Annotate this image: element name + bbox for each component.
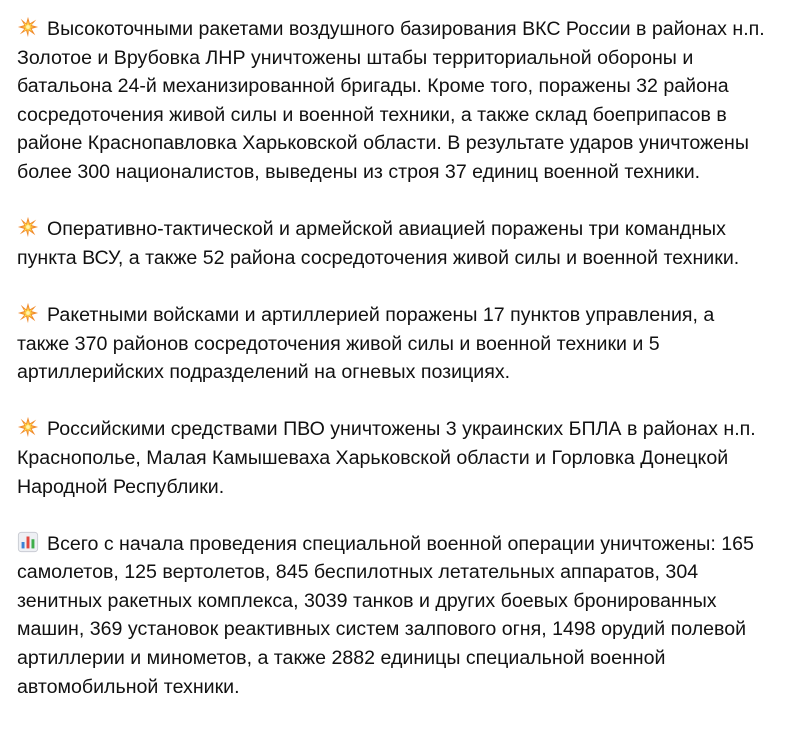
paragraph-line: машин, 369 установок реактивных систем залпового огня, 1498 орудий полевой bbox=[17, 618, 747, 641]
paragraph-line: Золотое и Врубовка ЛНР уничтожены штабы территориальной обороны и bbox=[17, 46, 694, 69]
paragraph-line: также 370 районов сосредоточения живой силы и военной техники и 5 bbox=[17, 332, 660, 355]
paragraph-4 bbox=[17, 415, 788, 501]
line-text: Высокоточными ракетами воздушного базирования ВКС России в районах н.п. bbox=[47, 18, 765, 40]
paragraph-line: пункта ВСУ, а также 52 района сосредоточения живой силы и военной техники. bbox=[17, 246, 740, 269]
paragraph-line bbox=[17, 415, 788, 444]
paragraph-line bbox=[17, 15, 788, 44]
bar-chart-icon bbox=[17, 531, 39, 553]
paragraph-line: самолетов, 125 вертолетов, 845 беспилотных летательных аппаратов, 304 bbox=[17, 561, 699, 584]
paragraph-line: зенитных ракетных комплекса, 3039 танков и других боевых бронированных bbox=[17, 589, 717, 612]
paragraph-line: районе Краснопавловка Харьковской области. В результате ударов уничтожены bbox=[17, 132, 749, 155]
paragraph-line: автомобильной техники. bbox=[17, 675, 240, 698]
paragraph-line: батальона 24-й механизированной бригады. Кроме того, поражены 32 района bbox=[17, 75, 729, 98]
paragraph-line: сосредоточения живой силы и военной техники, а также склад боеприпасов в bbox=[17, 103, 727, 126]
paragraph-3 bbox=[17, 301, 788, 387]
collision-icon bbox=[17, 16, 39, 38]
paragraph-line: артиллерийских подразделений на огневых позициях. bbox=[17, 361, 511, 384]
paragraph-1 bbox=[17, 15, 788, 187]
line-text: Российскими средствами ПВО уничтожены 3 украинских БПЛА в районах н.п. bbox=[47, 418, 756, 441]
paragraph-line bbox=[17, 215, 788, 244]
paragraph-line: артиллерии и минометов, а также 2882 единицы специальной военной bbox=[17, 647, 666, 670]
line-text: Всего с начала проведения специальной военной операции уничтожены: 165 bbox=[47, 532, 754, 555]
paragraph-line bbox=[17, 301, 788, 330]
paragraph-2 bbox=[17, 215, 788, 272]
collision-icon bbox=[17, 216, 39, 238]
paragraph-5 bbox=[17, 530, 788, 702]
paragraph-line: Краснополье, Малая Камышеваха Харьковской области и Горловка Донецкой bbox=[17, 446, 729, 469]
message-body bbox=[17, 15, 788, 730]
paragraph-line: Народной Республики. bbox=[17, 475, 225, 498]
paragraph-line: более 300 националистов, выведены из строя 37 единиц военной техники. bbox=[17, 160, 701, 183]
line-text: Оперативно-тактической и армейской авиацией поражены три командных bbox=[47, 218, 726, 241]
paragraph-line bbox=[17, 530, 788, 559]
line-text: Ракетными войсками и артиллерией поражены 17 пунктов управления, а bbox=[47, 303, 715, 326]
collision-icon bbox=[17, 416, 39, 438]
collision-icon bbox=[17, 302, 39, 324]
